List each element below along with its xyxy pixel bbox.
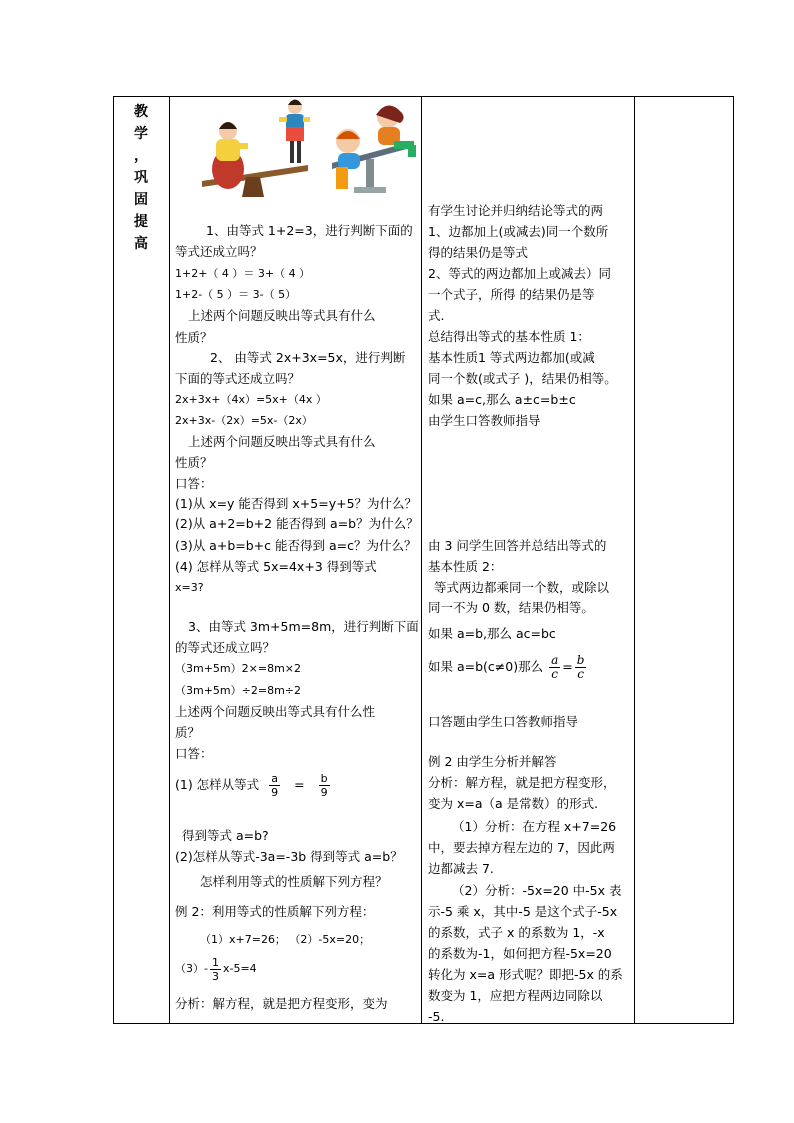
section-label-char: 提 — [134, 214, 148, 230]
section-label-char: 高 — [134, 236, 148, 252]
text-line: 例 2：利用等式的性质解下列方程： — [175, 904, 375, 919]
text-line: x-5=4 — [222, 962, 257, 975]
text-line: 2x+3x-（2x）=5x-（2x） — [175, 414, 313, 427]
fraction-denominator: 3 — [211, 969, 219, 983]
text-line: 同一个数(或式子 )，结果仍相等。 — [428, 371, 617, 386]
text-line: 的等式还成立吗？ — [175, 640, 276, 655]
text-line: 边都减去 7. — [428, 861, 494, 876]
fraction-numerator: a — [271, 772, 279, 785]
text-line: 1、由等式 1+2=3，进行判断下面的 — [206, 223, 413, 238]
text-line: 口答： — [175, 476, 213, 491]
text-line: 上述两个问题反映出等式具有什么性 — [175, 704, 376, 719]
fraction-question-line — [175, 765, 332, 805]
text-line: 质？ — [175, 725, 201, 740]
text-line: (1)从 x=y 能否得到 x+5=y+5？为什么？ — [175, 496, 418, 511]
text-line: 1+2+（ 4 ）＝ 3+（ 4 ） — [175, 267, 311, 280]
text-line: 下面的等式还成立吗？ — [175, 371, 301, 386]
text-line: 2、等式的两边都加上或减去）同 — [428, 266, 611, 281]
text-line: 得到等式 a=b? — [182, 828, 269, 843]
lesson-table — [113, 96, 734, 1024]
text-line: 的系数，式子 x 的系数为 1，-x — [428, 925, 605, 940]
text-line: 如果 a=b(c≠0)那么 — [428, 659, 544, 674]
text-line: (2)从 a+2=b+2 能否得到 a=b？为什么？ — [175, 516, 419, 531]
text-line: (3)从 a+b=b+c 能否得到 a=c？为什么？ — [175, 538, 417, 553]
equals-sign: = — [294, 777, 305, 792]
fraction-b-over-9 — [319, 772, 330, 799]
section-label-char: 学 — [134, 126, 148, 142]
text-line: （1）x+7=26； （2）-5x=20； — [200, 933, 371, 946]
text-line: （3m+5m）2×=8m×2 — [175, 662, 302, 675]
text-line: 基本性质 2： — [428, 559, 503, 574]
text-line: 性质？ — [175, 455, 213, 470]
notes-cell — [635, 97, 733, 1023]
student-activity-cell — [422, 97, 634, 1023]
fraction-denominator: c — [575, 667, 587, 681]
text-line: (2)怎样从等式-3a=-3b 得到等式 a=b？ — [175, 849, 403, 864]
text-line: (1) 怎样从等式 — [175, 777, 260, 792]
fraction-numerator: a — [551, 653, 559, 667]
text-line: (4) 怎样从等式 5x=4x+3 得到等式 — [175, 559, 377, 574]
text-line: 2x+3x+（4x）=5x+（4x ） — [175, 393, 327, 406]
fraction-denominator: 9 — [271, 786, 279, 799]
text-line: （3m+5m）÷2=8m÷2 — [175, 684, 302, 697]
text-line: 1+2-（ 5 ）＝ 3-（ 5） — [175, 288, 297, 301]
fraction-numerator: b — [576, 653, 585, 667]
section-label-char: 教 — [134, 104, 148, 120]
text-line: 由学生口答教师指导 — [428, 413, 541, 428]
text-line: 上述两个问题反映出等式具有什么 — [188, 434, 376, 449]
property2-fraction-line — [428, 647, 588, 687]
text-line: 如果 a=b,那么 ac=bc — [428, 626, 556, 641]
text-line: 如果 a=c,那么 a±c=b±c — [428, 392, 576, 407]
text-line: 1、边都加上(或减去)同一个数所 — [428, 224, 609, 239]
text-line: 性质？ — [175, 330, 213, 345]
text-line: 2、 由等式 2x+3x=5x，进行判断 — [210, 350, 406, 365]
fraction-a-over-9 — [269, 772, 280, 799]
text-line: 变为 x=a（a 是常数）的形式. — [428, 796, 599, 811]
text-line: 的系数为-1，如何把方程-5x=20 — [428, 946, 612, 961]
text-line: 数变为 1，应把方程两边同除以 — [428, 988, 603, 1003]
fraction-denominator: c — [549, 667, 560, 681]
text-line: 由 3 问学生回答并总结出等式的 — [428, 538, 607, 553]
text-line: （1）分析：在方程 x+7=26 — [452, 819, 617, 834]
text-line: 分析：解方程，就是把方程变形， — [428, 775, 616, 790]
equals-sign: = — [562, 659, 573, 674]
text-line: 口答题由学生口答教师指导 — [428, 714, 579, 729]
fraction-denominator: 9 — [320, 786, 328, 799]
text-line: 同一不为 0 数，结果仍相等。 — [428, 600, 594, 615]
section-label-char: 固 — [134, 192, 148, 208]
text-line: 总结得出等式的基本性质 1： — [428, 329, 590, 344]
text-line: （3）- — [175, 962, 208, 975]
section-label-char: 巩 — [134, 170, 148, 186]
fraction-b-over-c — [575, 654, 587, 681]
section-label-cell — [114, 97, 169, 1023]
seesaw-clipart-right — [328, 101, 420, 197]
text-line: 转化为 x=a 形式呢？即把-5x 的系 — [428, 967, 623, 982]
text-line: 等式还成立吗？ — [175, 244, 263, 259]
section-label — [128, 101, 154, 255]
text-line: 基本性质1 等式两边都加(或减 — [428, 350, 595, 365]
text-line: 分析：解方程，就是把方程变形，变为 — [175, 996, 388, 1011]
text-line: -5. — [428, 1009, 445, 1023]
text-line: 上述两个问题反映出等式具有什么 — [188, 308, 376, 323]
text-line: 例 2 由学生分析并解答 — [428, 754, 557, 769]
text-line: x=3? — [175, 581, 204, 594]
text-line: 有学生讨论并归纳结论等式的两 — [428, 203, 604, 218]
text-line: 等式两边都乘同一个数，或除以 — [434, 580, 610, 595]
text-line: 示-5 乘 x，其中-5 是这个式子-5x — [428, 904, 618, 919]
text-line: 中，要去掉方程左边的 7，因此两 — [428, 840, 615, 855]
text-line: 得的结果仍是等式 — [428, 245, 529, 260]
text-line: 一个式子，所得 的结果仍是等 — [428, 287, 595, 302]
fraction-numerator: b — [320, 772, 328, 785]
text-line: 式. — [428, 308, 445, 323]
fraction-a-over-c — [549, 654, 560, 681]
section-label-char: ， — [134, 148, 148, 164]
text-line: （2）分析：-5x=20 中-5x 表 — [452, 883, 622, 898]
text-line: 怎样利用等式的性质解下列方程？ — [200, 874, 388, 889]
equation-3-line — [175, 949, 257, 989]
seesaw-clipart-left — [200, 99, 310, 199]
text-line: 口答： — [175, 746, 213, 761]
fraction-1-over-3 — [210, 956, 221, 983]
text-line: 3、由等式 3m+5m=8m，进行判断下面 — [188, 619, 419, 634]
fraction-numerator: 1 — [211, 955, 219, 969]
teacher-activity-cell — [170, 97, 421, 1023]
